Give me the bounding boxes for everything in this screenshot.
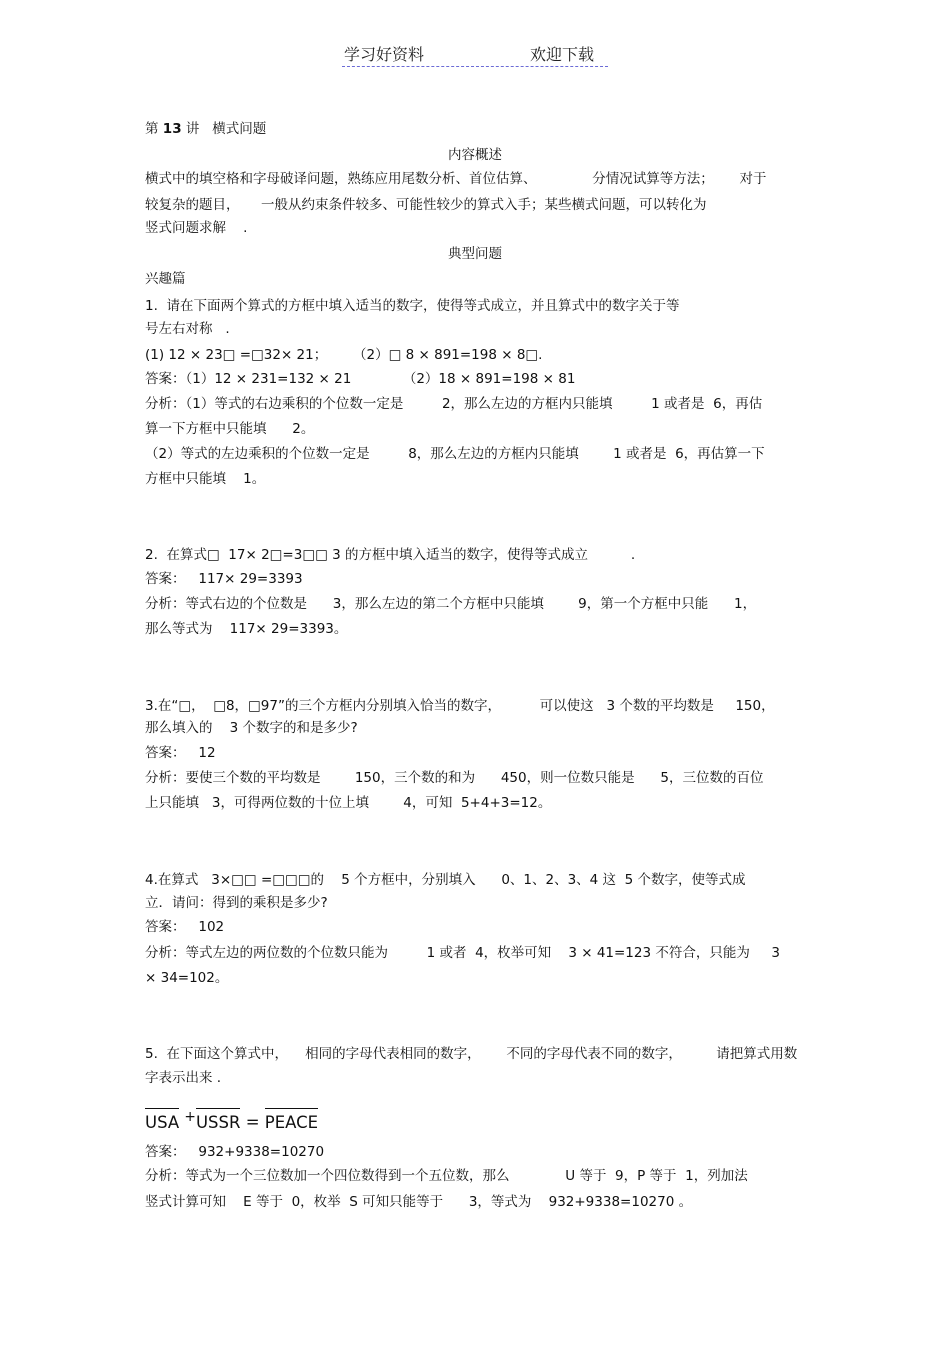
analysis-text: 分析：等式右边的个位数是 3，那么左边的第二个方框中只能填 9，第一个方框中只能 1，	[145, 596, 757, 612]
lecture-number: 13	[162, 121, 182, 137]
problem-text: 4.在算式 3×□□ =□□□的 5 个方框中，分别填入 0、1、2、3、4 这 5 个数字，使等式成	[145, 872, 746, 888]
problem-text: 3.在“□， □8，□97”的三个方框内分别填入恰当的数字， 可以使这 3 个数的平均数是 150，	[145, 698, 775, 714]
answer-text: 答案： 102	[145, 919, 225, 935]
lecture-prefix: 第	[145, 121, 163, 137]
header-right-text: 欢迎下载	[530, 45, 595, 64]
section-heading: 兴趣篇	[145, 271, 186, 287]
problem-text: 那么填入的 3 个数字的和是多少?	[145, 720, 358, 736]
summary-heading: 内容概述	[448, 147, 502, 163]
equation-term-peace: PEACE	[264, 1112, 319, 1132]
answer-text: 答案： 117× 29=3393	[145, 571, 303, 587]
answer-text: 答案： 932+9338=10270	[145, 1144, 325, 1160]
answer-text: 答案：（1）12 × 231=132 × 21 （2）18 × 891=198 × 81	[145, 371, 576, 387]
summary-line: 竖式问题求解 .	[145, 220, 248, 236]
equation-term-ussr: USSR	[195, 1112, 241, 1132]
problem-text: 字表示出来 .	[145, 1070, 222, 1086]
equation-term-usa: USA	[145, 1112, 180, 1132]
problem-text: 1. 请在下面两个算式的方框中填入适当的数字，使得等式成立，并且算式中的数字关于等	[145, 298, 680, 314]
analysis-text: 方框中只能填 1。	[145, 471, 266, 487]
analysis-text: 分析：要使三个数的平均数是 150，三个数的和为 450，则一位数只能是 5，三位数的百位	[145, 770, 764, 786]
typical-heading: 典型问题	[448, 246, 502, 262]
analysis-text: （2）等式的左边乘积的个位数一定是 8，那么左边的方框内只能填 1 或者是 6，再估算一下	[145, 446, 765, 462]
analysis-text: 上只能填 3，可得两位数的十位上填 4，可知 5+4+3=12。	[145, 795, 552, 811]
summary-line: 较复杂的题目， 一般从约束条件较多、可能性较少的算式入手；某些横式问题，可以转化为	[145, 197, 707, 213]
equation-plus: +	[184, 1109, 196, 1125]
problem-text: 2. 在算式□ 17× 2□=3□□ 3 的方框中填入适当的数字，使得等式成立 .	[145, 547, 636, 563]
analysis-text: × 34=102。	[145, 970, 229, 986]
header-left-text: 学习好资料	[344, 45, 425, 64]
problem-text: 立．请问：得到的乘积是多少?	[145, 895, 328, 911]
analysis-text: 算一下方框中只能填 2。	[145, 421, 315, 437]
problem-text: (1) 12 × 23□ =□32× 21； （2）□ 8 × 891=198 × 8□.	[145, 347, 543, 363]
analysis-text: 分析：（1）等式的右边乘积的个位数一定是 2，那么左边的方框内只能填 1 或者是 6，再估	[145, 396, 763, 412]
problem-text: 5. 在下面这个算式中， 相同的字母代表相同的数字， 不同的字母代表不同的数字， 请把算式用数	[145, 1046, 798, 1062]
analysis-text: 分析：等式左边的两位数的个位数只能为 1 或者 4，枚举可知 3 × 41=123 不符合，只能为 3	[145, 945, 780, 961]
equation-equals: =	[245, 1112, 260, 1132]
lecture-title-text: 讲 横式问题	[185, 121, 267, 137]
problem-text: 号左右对称 .	[145, 321, 230, 337]
letter-equation	[145, 1106, 815, 1134]
analysis-text: 竖式计算可知 E 等于 0，枚举 S 可知只能等于 3，等式为 932+9338=10270 。	[145, 1194, 693, 1210]
lecture-title	[145, 120, 815, 138]
answer-text: 答案： 12	[145, 745, 216, 761]
analysis-text: 分析：等式为一个三位数加一个四位数得到一个五位数，那么 U 等于 9，P 等于 1，列加法	[145, 1168, 748, 1184]
analysis-text: 那么等式为 117× 29=3393。	[145, 621, 348, 637]
summary-line: 横式中的填空格和字母破译问题，熟练应用尾数分析、首位估算、 分情况试算等方法； 对于	[145, 171, 767, 187]
page-header	[342, 42, 608, 67]
